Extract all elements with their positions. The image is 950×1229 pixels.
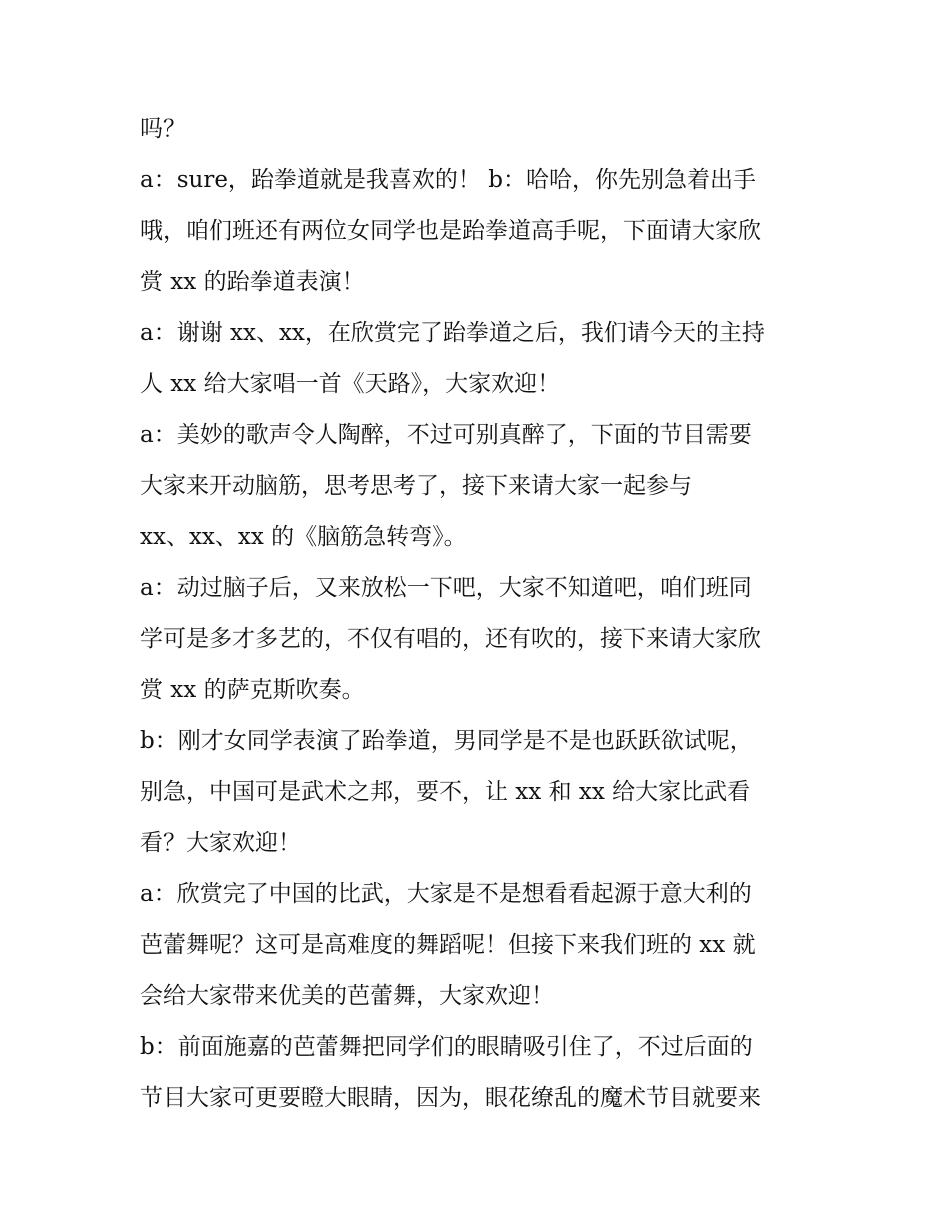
text-line: 大家来开动脑筋，思考思考了，接下来请大家一起参与 [140,473,692,499]
text-line: 看？大家欢迎！ [140,830,301,856]
text-line: 节目大家可更要瞪大眼睛，因为，眼花缭乱的魔术节目就要来 [140,1085,761,1111]
text-line: b：前面施嘉的芭蕾舞把同学们的眼睛吸引住了，不过后面的 [140,1034,753,1060]
text-line: a：美妙的歌声令人陶醉，不过可别真醉了，下面的节目需要 [140,422,752,448]
text-line: 会给大家带来优美的芭蕾舞，大家欢迎！ [140,983,554,1009]
text-line: a：谢谢 xx、xx，在欣赏完了跆拳道之后，我们请今天的主持 [140,320,765,346]
text-line: 人 xx 给大家唱一首《天路》，大家欢迎！ [140,371,561,397]
text-line: 吗？ [140,116,186,142]
text-line: a：欣赏完了中国的比武，大家是不是想看看起源于意大利的 [140,881,752,907]
text-line: b：刚才女同学表演了跆拳道，男同学是不是也跃跃欲试呢， [140,728,753,754]
text-line: 哦，咱们班还有两位女同学也是跆拳道高手呢，下面请大家欣 [140,218,761,244]
text-line: xx、xx、xx 的《脑筋急转弯》。 [140,524,467,550]
text-line: 赏 xx 的跆拳道表演！ [140,269,365,295]
body-text [140,104,820,1124]
text-line: a：动过脑子后，又来放松一下吧，大家不知道吧，咱们班同 [140,575,752,601]
text-line: a：sure，跆拳道就是我喜欢的！ b：哈哈，你先别急着出手 [140,167,756,193]
text-line: 赏 xx 的萨克斯吹奏。 [140,677,365,703]
text-line: 别急，中国可是武术之邦，要不，让 xx 和 xx 给大家比武看 [140,779,751,805]
text-line: 学可是多才多艺的，不仅有唱的，还有吹的，接下来请大家欣 [140,626,761,652]
text-line: 芭蕾舞呢？这可是高难度的舞蹈呢！但接下来我们班的 xx 就 [140,932,756,958]
